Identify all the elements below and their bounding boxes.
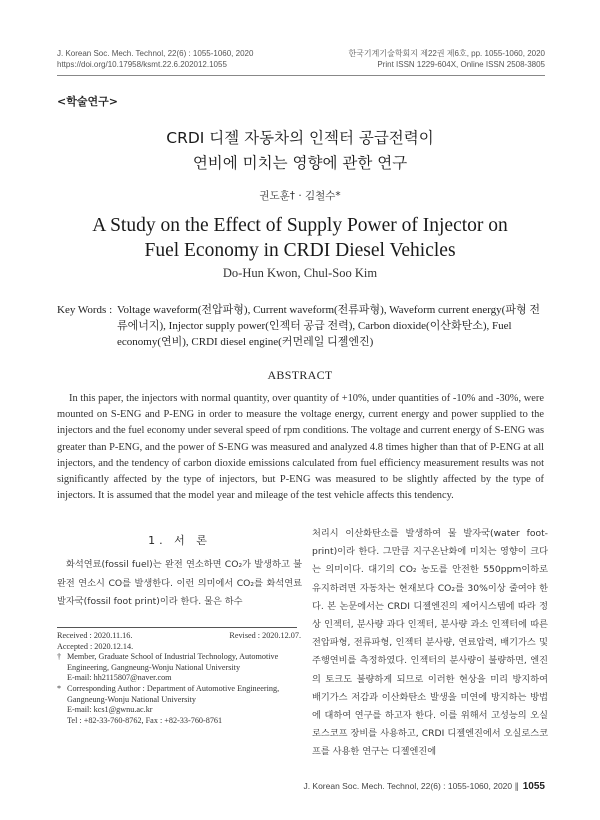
author2-affiliation-text: Corresponding Author : Department of Automotive Engineering, Gangneung-Wonju National University [67, 683, 280, 704]
author2-email-row [57, 705, 301, 716]
author2-email[interactable]: E-mail: kcs1@gwnu.ac.kr [67, 705, 153, 715]
korean-authors: 권도훈† · 김철수* [259, 190, 341, 202]
footer-citation: J. Korean Soc. Mech. Technol, 22(6) : 1055-1060, 2020 ∥ [303, 781, 519, 791]
section-heading-introduction: 1. 서 론 [148, 534, 211, 547]
page-number: 1055 [522, 781, 545, 792]
received-revised-row [57, 631, 301, 642]
author1-email-row [57, 673, 301, 684]
footnotes [57, 631, 301, 726]
issn-info: Print ISSN 1229-604X, Online ISSN 2508-3805 [377, 60, 545, 69]
abstract-text: In this paper, the injectors with normal quantity, over quantity of +10%, under quantities of -10% and -30%, were mounted on S-ENG and P-ENG in order to measure the voltage energy, current energy and power supplied to the injectors and the fuel economy under several speed of rpm conditions. The voltage and current energy of S-ENG was greater than P-ENG, and the power of S-ENG was measured and analyzed 4.8 times higher than that of P-ENG at all injectors, and the tendency of carbon dioxide emissions calculated from fuel efficiency measurement results was not significantly affected by the type of injectors, but P-ENG was measured to be slightly affected by the type of injectors. It is assumed that the model year and mileage of the test vehicle affects this tendency. [57, 393, 544, 502]
keywords-block [57, 302, 543, 350]
article-category: <학술연구> [57, 95, 118, 108]
english-title-line-1: A Study on the Effect of Supply Power of Injector on [92, 215, 508, 236]
korean-title-line-1: CRDI 디젤 자동차의 인젝터 공급전력이 [166, 129, 434, 147]
journal-citation-korean: 한국기계기술학회지 제22권 제6호, pp. 1055-1060, 2020 [348, 49, 545, 58]
doi-link[interactable]: https://doi.org/10.17958/ksmt.22.6.202012.1055 [57, 60, 227, 69]
dagger-mark: † [57, 652, 62, 662]
asterisk-mark: * [57, 683, 62, 693]
keywords-text: Voltage waveform(전압파형), Current waveform(전류파형), Waveform current energy(파형 전류에너지), Injector supply power(인젝터 공급 전력), Carbon dioxide(이산화탄소), Fuel economy(연비), CRDI diesel engine(커먼레일 디젤엔진) [117, 304, 540, 348]
revised-date: Revised : 2020.12.07. [229, 631, 301, 640]
header-divider [57, 75, 545, 76]
accepted-date: Accepted : 2020.12.14. [57, 641, 134, 651]
intro-text-left-column: 화석연료(fossil fuel)는 완전 연소하면 CO₂가 발생하고 불완전 연소시 CO를 발생한다. 이런 의미에서 CO₂를 화석연료 발자국(fossil foot print)이라 한다. 물은 하수 [57, 559, 302, 607]
korean-title [60, 126, 540, 176]
english-title-line-2: Fuel Economy in CRDI Diesel Vehicles [144, 240, 456, 261]
journal-citation: J. Korean Soc. Mech. Technol, 22(6) : 1055-1060, 2020 [57, 49, 254, 58]
author2-tel-row [57, 716, 301, 727]
english-title [40, 213, 560, 263]
author1-affiliation [57, 652, 301, 673]
abstract-heading: ABSTRACT [267, 368, 333, 382]
received-date: Received : 2020.11.16. [57, 631, 133, 640]
author1-affiliation-text: Member, Graduate School of Industrial Technology, Automotive Engineering, Gangneung-Wonju National University [67, 652, 279, 672]
author1-email[interactable]: E-mail: hh2115807@naver.com [67, 673, 172, 683]
journal-header-right [348, 48, 545, 70]
intro-text-right-column: 처리시 이산화탄소를 발생하여 물 발자국(water foot-print)이라 한다. 그만큼 지구온난화에 미치는 영향이 크다는 의미이다. 대기의 CO₂ 농도를 안전한 550ppm이하로 유지하려면 자동차는 현재보다 CO₂를 30%이상 줄여야 한다. 본 논문에서는 CRDI 디젤엔진의 제어시스템에 따라 정상 인젝터, 분사량 과다 인젝터, 분사량 과소 인젝터에 따른 전압파형, 전류파형, 인젝터 분사량, 연료압력, 배기가스 및 주행연비를 측정하였다. 인젝터의 분사량이 불량하면, 엔진의 토크도 불량하게 되므로 이러한 현상을 미리 방지하여 배기가스 저감과 이산화탄소 발생을 미연에 방지하는 방법에 대하여 연구를 하고자 한다. 이를 위해서 고성능의 오실로스코프 장비를 사용하고, CRDI 디젤엔진에서 오실로스코프를 사용한 연구는 디젤엔진에 [312, 528, 548, 758]
author2-affiliation [57, 684, 301, 705]
page-footer [303, 781, 545, 792]
footnote-divider [57, 627, 297, 628]
korean-title-line-2: 연비에 미치는 영향에 관한 연구 [192, 154, 408, 172]
journal-header-left [57, 48, 253, 70]
author2-tel-fax: Tel : +82-33-760-8762, Fax : +82-33-760-8761 [67, 715, 223, 725]
english-authors: Do-Hun Kwon, Chul-Soo Kim [222, 266, 378, 280]
keywords-label: Key Words : [57, 304, 113, 316]
